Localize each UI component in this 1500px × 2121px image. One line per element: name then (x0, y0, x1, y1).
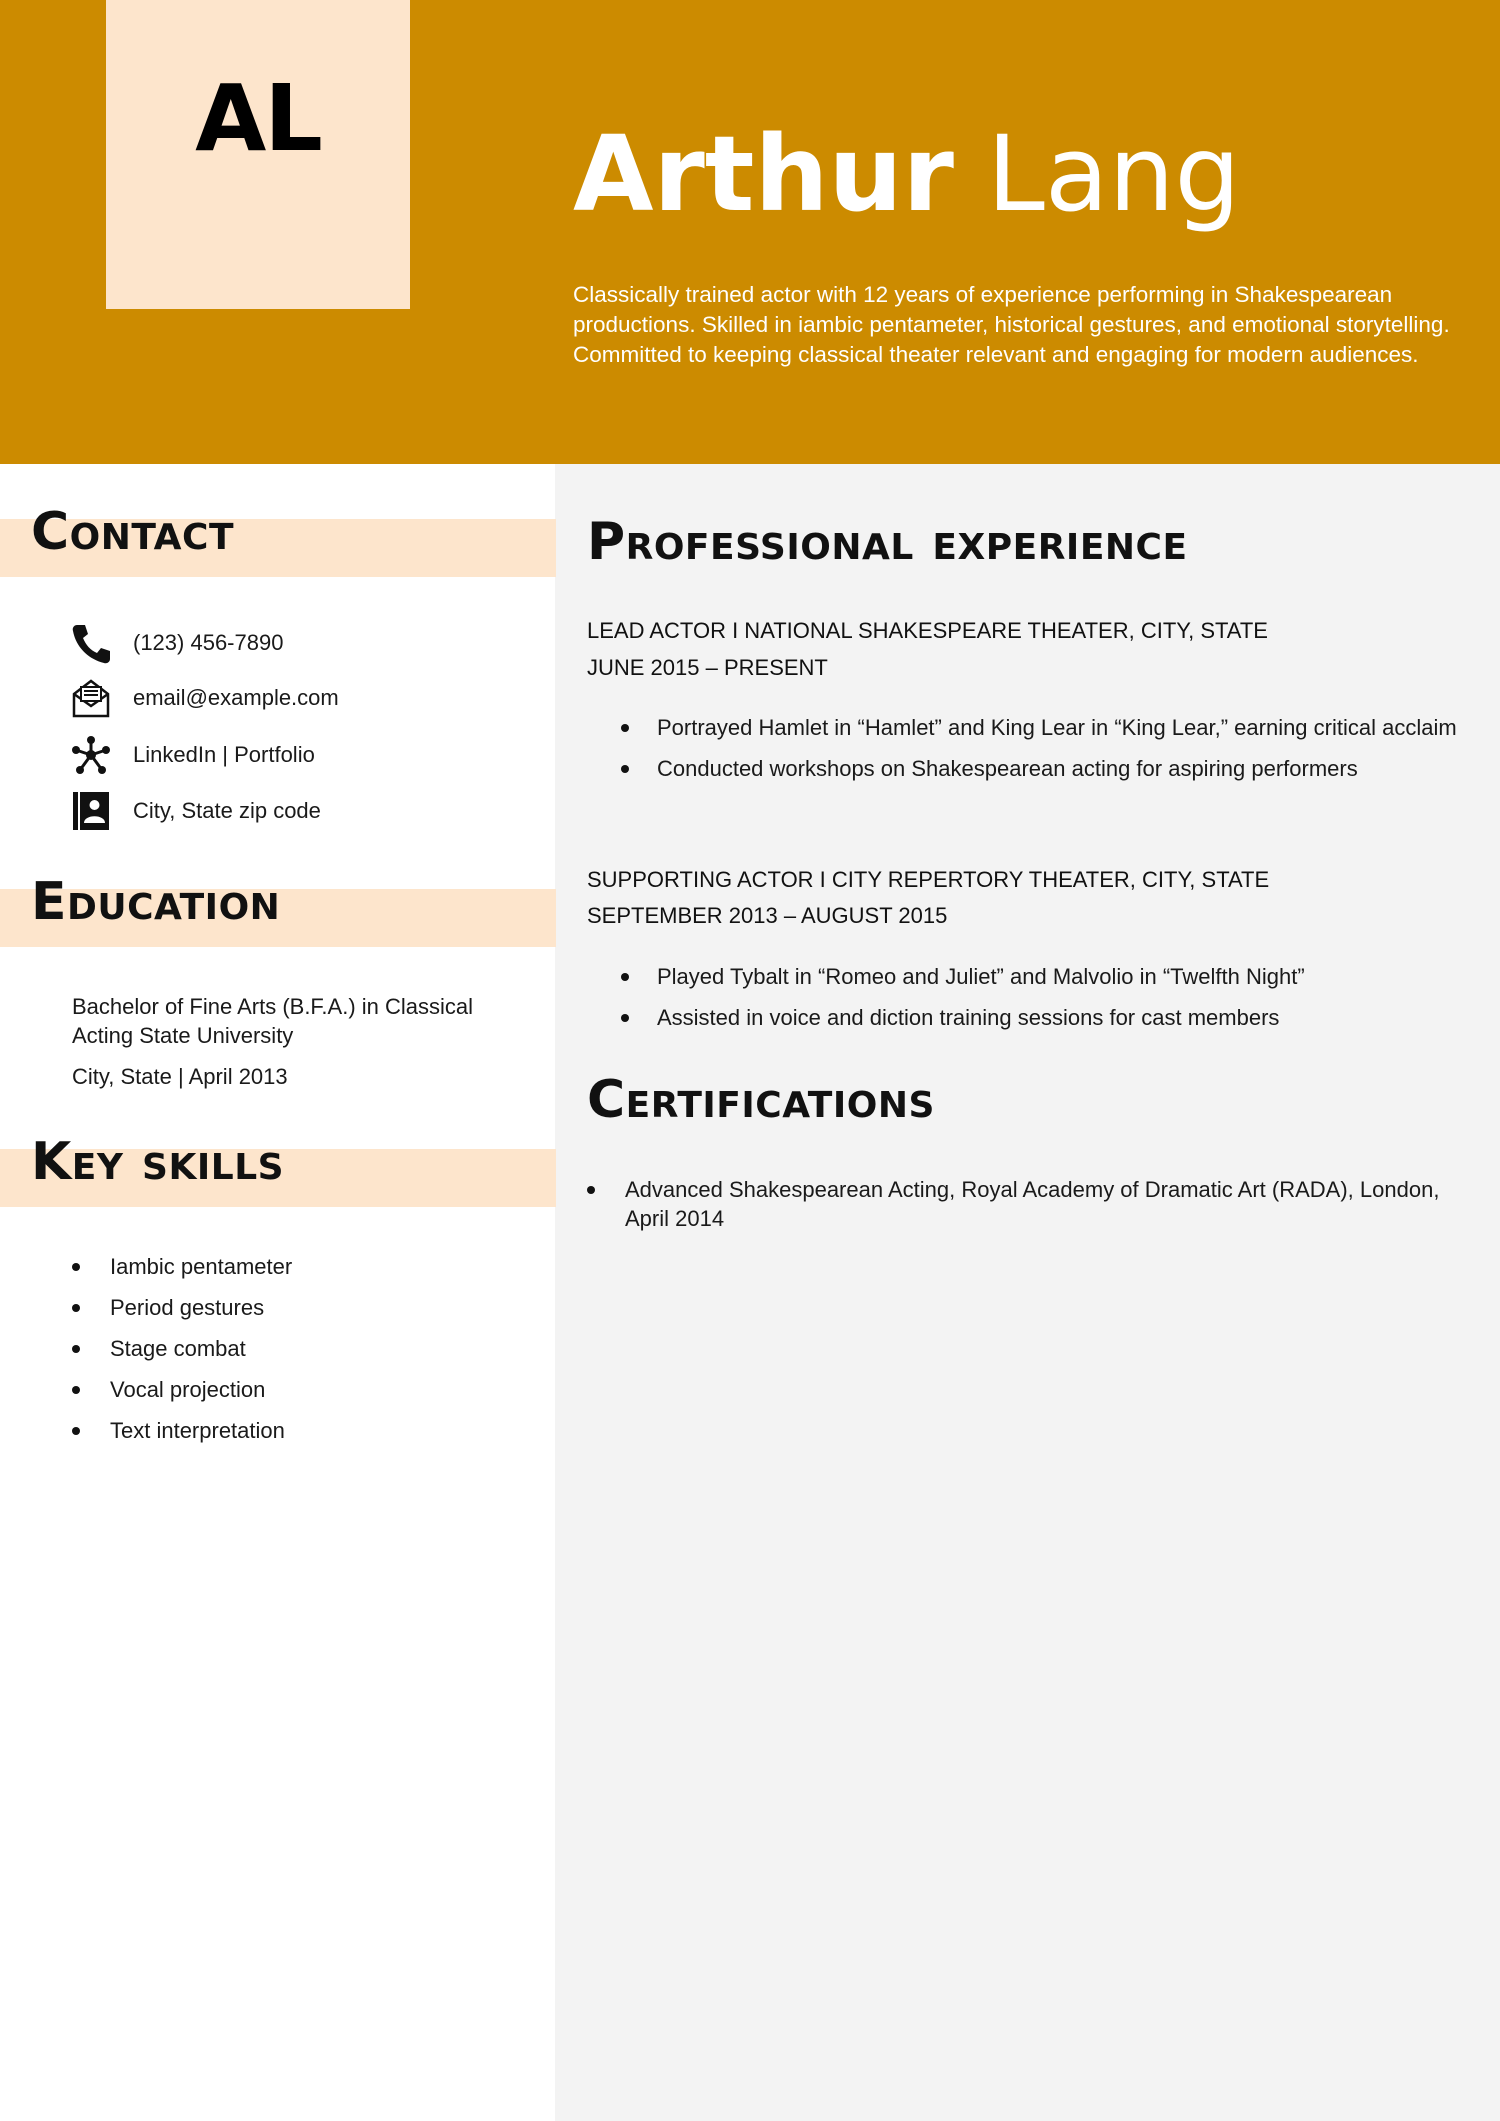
last-name: Lang (986, 113, 1241, 235)
skills-list (72, 1252, 292, 1457)
job-2-dates: SEPTEMBER 2013 – AUGUST 2015 (587, 903, 948, 928)
profile-summary: Classically trained actor with 12 years of experience performing in Shakespearean productions. Skilled in iambic pentameter, historical gestures, and emotional storytelling. Committed to keeping classical theater relevant and engaging for modern audiences. (573, 282, 1450, 367)
contact-email-text: email@example.com (133, 685, 339, 710)
list-item: Assisted in voice and diction training sessions for cast members (587, 1003, 1457, 1032)
education-heading: Education (31, 872, 281, 932)
job-2-title: SUPPORTING ACTOR I CITY REPERTORY THEATER, CITY, STATE (587, 867, 1270, 892)
contact-phone (70, 622, 283, 664)
skills-heading: Key skills (31, 1132, 285, 1192)
list-item: Portrayed Hamlet in “Hamlet” and King Lear in “King Lear,” earning critical acclaim (587, 713, 1457, 742)
contact-address-text: City, State zip code (133, 798, 321, 823)
first-name: Arthur (573, 113, 954, 235)
job-2-bullets (587, 962, 1457, 1044)
network-icon (70, 734, 112, 776)
job-1-title: LEAD ACTOR I NATIONAL SHAKESPEARE THEATER, CITY, STATE (587, 618, 1268, 643)
list-item: Vocal projection (72, 1375, 292, 1416)
list-item: Conducted workshops on Shakespearean acting for aspiring performers (587, 754, 1457, 783)
email-icon (70, 677, 112, 719)
experience-heading: Professional experience (587, 512, 1188, 572)
job-1-bullets (587, 713, 1457, 795)
contact-heading: Contact (31, 502, 234, 562)
education-location-date: City, State | April 2013 (72, 1064, 288, 1089)
contact-email (70, 677, 339, 719)
list-item: Text interpretation (72, 1416, 292, 1457)
list-item: Iambic pentameter (72, 1252, 292, 1293)
list-item: Period gestures (72, 1293, 292, 1334)
list-item: Advanced Shakespearean Acting, Royal Academy of Dramatic Art (RADA), London, April 2014 (587, 1175, 1447, 1233)
monogram-box (106, 0, 410, 309)
job-1-dates: JUNE 2015 – PRESENT (587, 655, 828, 680)
contact-links-text: LinkedIn | Portfolio (133, 742, 315, 767)
phone-icon (70, 622, 112, 664)
certifications-list (587, 1175, 1447, 1233)
header-banner (0, 0, 1500, 464)
monogram-initials: AL (195, 65, 321, 172)
list-item: Stage combat (72, 1334, 292, 1375)
address-icon (70, 790, 112, 832)
contact-phone-text: (123) 456-7890 (133, 630, 284, 655)
contact-address (70, 790, 321, 832)
education-degree: Bachelor of Fine Arts (B.F.A.) in Classical Acting State University (72, 994, 474, 1048)
full-name (573, 113, 1241, 235)
certifications-heading: Certifications (587, 1070, 935, 1130)
contact-links (70, 734, 315, 776)
list-item: Played Tybalt in “Romeo and Juliet” and Malvolio in “Twelfth Night” (587, 962, 1457, 991)
